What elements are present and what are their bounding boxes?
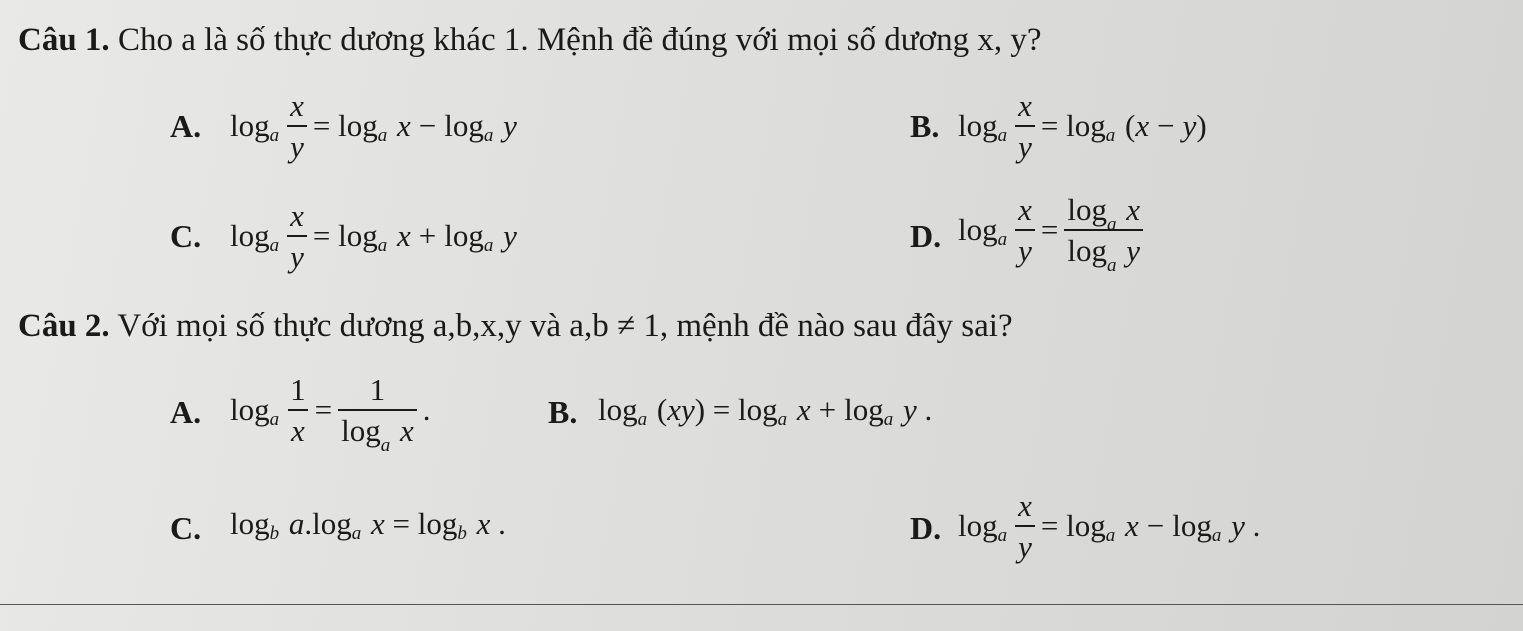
question-2-number: Câu 2. <box>18 308 110 344</box>
q2-option-d-label: D. <box>910 510 942 546</box>
page-divider-line <box>0 604 1523 605</box>
q2-option-b-label: B. <box>548 394 578 430</box>
q2-option-a-label: A. <box>170 394 202 430</box>
q1-option-c-label: C. <box>170 218 202 254</box>
q1-option-b-formula: log a $\frac{x}{y}$ = log a ( x − y ) <box>958 88 1207 164</box>
q2-option-b-formula: log a ( xy ) = log a x + log a y . <box>598 392 933 430</box>
q1-option-b-label: B. <box>910 108 940 144</box>
q2-option-d-formula: log a $\frac{x}{y}$ = log a x − log a y . <box>958 488 1261 564</box>
question-2-text: Với mọi số thực dương a,b,x,y và a,b ≠ 1, mệnh đề nào sau đây sai? <box>117 308 1013 344</box>
q2-option-a-formula: log a $\frac{1}{x}$ = $\frac{1}{\log_a x}$ . <box>230 372 431 456</box>
question-1-stem <box>18 22 1042 59</box>
q1-option-a-formula: log a $\frac{x}{y}$ = log a x − log a y <box>230 88 517 164</box>
q1-option-d-label: D. <box>910 218 942 254</box>
question-1-text: Cho a là số thực dương khác 1. Mệnh đề đúng với mọi số dương x, y? <box>117 22 1042 58</box>
q2-option-c-label: C. <box>170 510 202 546</box>
q1-option-c-formula: log a $\frac{x}{y}$ = log a x + log a y <box>230 198 517 274</box>
question-1-number: Câu 1. <box>18 22 110 58</box>
q1-option-d-formula: log a $\frac{x}{y}$ = $\frac{\log_a x}{\log_a y}$ <box>958 194 1149 266</box>
q1-option-a-label: A. <box>170 108 202 144</box>
question-2-stem <box>18 308 1013 345</box>
q2-option-c-formula: log b a .log a x = log b x . <box>230 506 506 544</box>
